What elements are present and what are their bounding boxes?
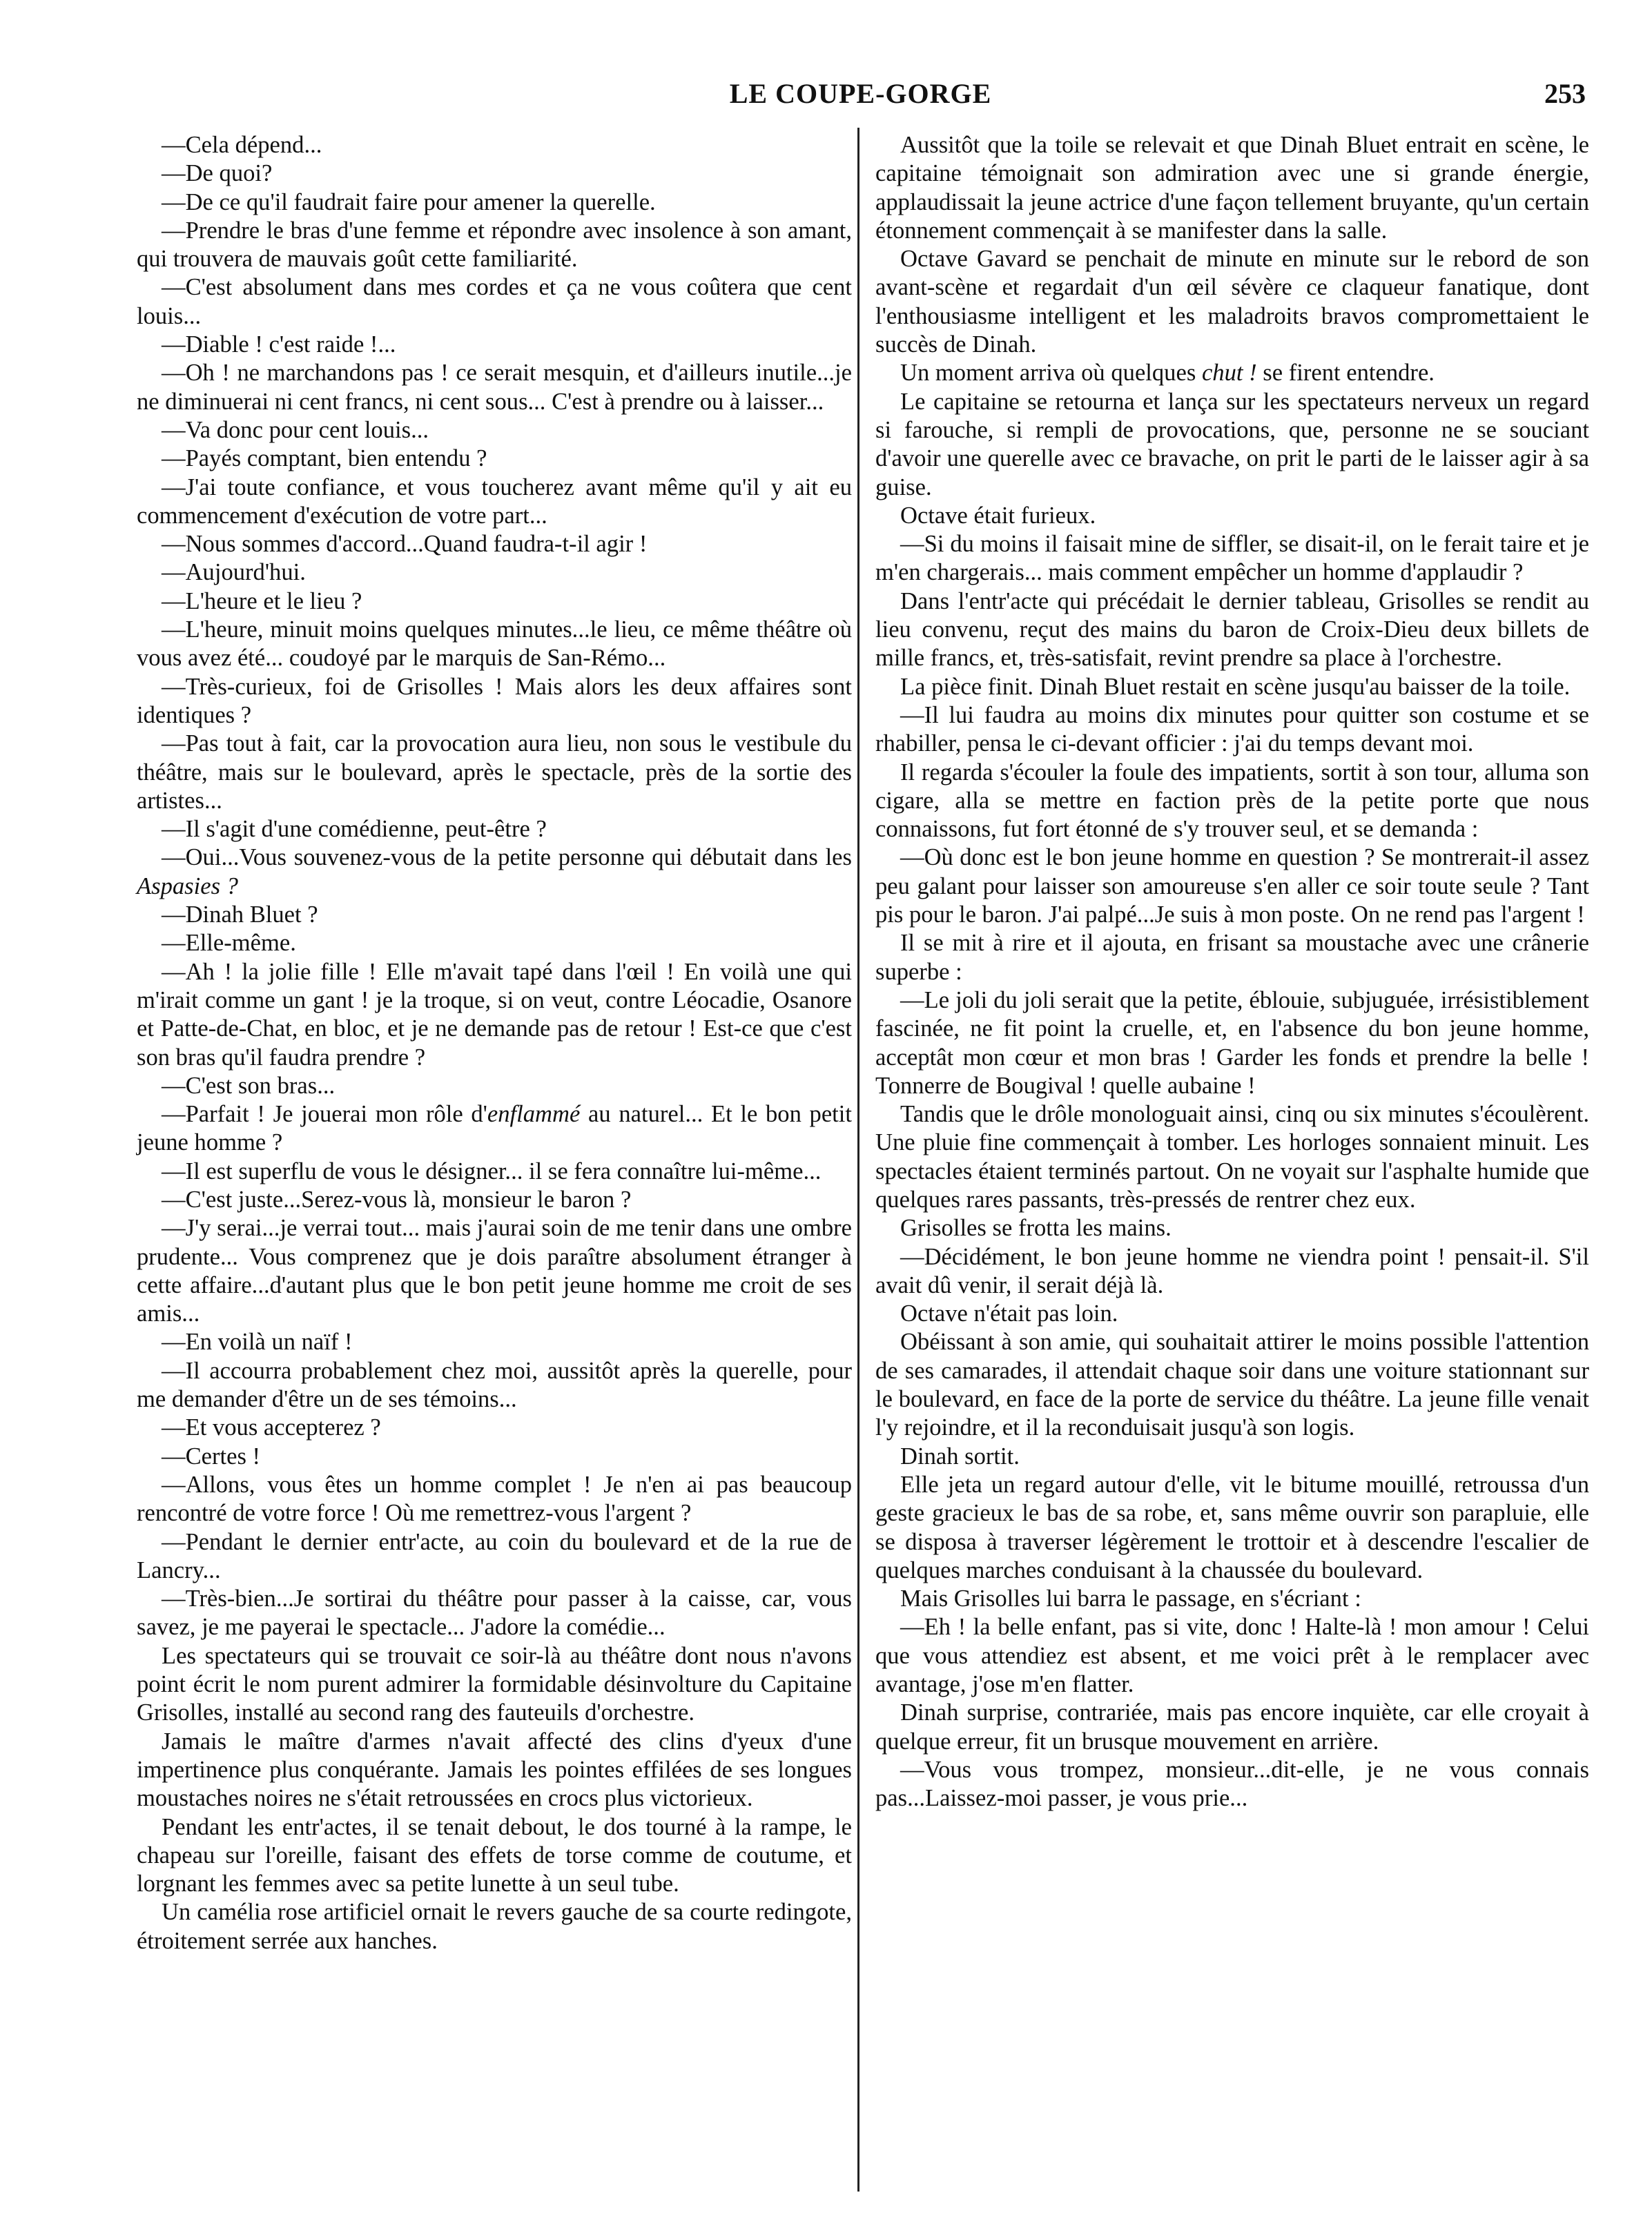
paragraph: —Décidément, le bon jeune homme ne viendra point ! pensait-il. S'il avait dû venir, il serait déjà là. (875, 1243, 1589, 1298)
paragraph: La pièce finit. Dinah Bluet restait en scène jusqu'au baisser de la toile. (900, 673, 1571, 700)
paragraph: —Certes ! (162, 1443, 261, 1470)
paragraph: —Elle-même. (162, 930, 296, 957)
paragraph: —L'heure, minuit moins quelques minutes...le lieu, ce même théâtre où vous avez été... coudoyé par le marquis de San-Rémo... (137, 616, 852, 672)
running-header (135, 77, 1586, 119)
paragraph (137, 1100, 852, 1158)
paragraph: Elle jeta un regard autour d'elle, vit le bitume mouillé, retroussa d'un geste gracieux le bas de sa robe, et, sans même ouvrir son parapluie, elle se disposa à traverser légèrement le trottoir et à descendre l'escalier de quelques marches conduisant à la chaussée du boulevard. (875, 1471, 1589, 1583)
paragraph: —Il est superflu de vous le désigner... il se fera connaître lui-même... (162, 1158, 822, 1184)
paragraph: —C'est absolument dans mes cordes et ça ne vous coûtera que cent louis... (137, 274, 852, 329)
paragraph: Dinah sortit. (900, 1443, 1020, 1470)
paragraph: Le capitaine se retourna et lança sur les spectateurs nerveux un regard si farouche, si rempli de provocations, que, personne ne se souciant d'avoir une querelle avec ce bravache, on prit le parti de le laisser agir à sa guise. (875, 388, 1589, 500)
paragraph: —Vous vous trompez, monsieur...dit-elle, je ne vous connais pas...Laissez-moi passer, je vous prie... (875, 1756, 1589, 1812)
paragraph: —Si du moins il faisait mine de siffler, se disait-il, on le ferait taire et je m'en chargerais... mais comment empêcher un homme d'applaudir ? (875, 531, 1589, 586)
italic-title: Aspasies ? (137, 872, 238, 899)
paragraph-text: Un moment arriva où quelques (900, 360, 1196, 387)
paragraph: —Eh ! la belle enfant, pas si vite, donc ! Halte-là ! mon amour ! Celui que vous attendiez est absent, et me voici prêt à le remplacer avec avantage, j'ose m'en flatter. (875, 1614, 1589, 1698)
paragraph: —Aujourd'hui. (162, 559, 306, 586)
paragraph-text: —Parfait ! Je jouerai mon rôle d' (162, 1101, 487, 1128)
paragraph: Obéissant à son amie, qui souhaitait attirer le moins possible l'attention de ses camarades, il attendait chaque soir dans une voiture stationnant sur le boulevard, en face de la porte de service du théâtre. La jeune fille venait l'y rejoindre, et il la reconduisait jusqu'à son logis. (875, 1329, 1589, 1441)
paragraph: —Le joli du joli serait que la petite, éblouie, subjuguée, irrésistiblement fascinée, ne fit point la cruelle, et, en l'absence du bon jeune homme, acceptât mon cœur et mon bras ! Garder les fonds et prendre la belle ! Tonnerre de Bougival ! quelle aubaine ! (875, 986, 1589, 1099)
paragraph: Un camélia rose artificiel ornait le revers gauche de sa courte redingote, étroitement serrée aux hanches. (137, 1899, 852, 1954)
paragraph: —Payés comptant, bien entendu ? (162, 445, 487, 472)
column-divider (857, 128, 859, 2192)
paragraph: Pendant les entr'actes, il se tenait debout, le dos tourné à la rampe, le chapeau sur l'oreille, faisant des effets de torse comme de coutume, et lorgnant les femmes avec sa petite lunette à un seul tube. (137, 1813, 852, 1897)
paragraph: —Il lui faudra au moins dix minutes pour quitter son costume et se rhabiller, pensa le ci-devant officier : j'ai du temps devant moi. (875, 701, 1589, 757)
paragraph: —J'y serai...je verrai tout... mais j'aurai soin de me tenir dans une ombre prudente... Vous comprenez que je dois paraître absolument étranger à cette affaire...d'autant plus que le bon petit jeune homme me croit de ses amis... (137, 1215, 852, 1327)
paragraph: —Très-bien...Je sortirai du théâtre pour passer à la caisse, car, vous savez, je me payerai le spectacle... J'adore la comédie... (137, 1585, 852, 1641)
paragraph: Grisolles se frotta les mains. (900, 1215, 1172, 1242)
paragraph: Les spectateurs qui se trouvait ce soir-là au théâtre dont nous n'avons point écrit le nom purent admirer la formidable désinvolture du Capitaine Grisolles, installé au second rang des fauteuils d'orchestre. (137, 1642, 852, 1726)
paragraph: Tandis que le drôle monologuait ainsi, cinq ou six minutes s'écoulèrent. Une pluie fine commençait à tomber. Les horloges sonnaient minuit. Les spectacles étaient terminés partout. On ne voyait sur l'asphalte humide que quelques rares passants, très-pressés de rentrer chez eux. (875, 1101, 1589, 1213)
paragraph: Octave était furieux. (900, 502, 1096, 529)
italic-word: enflammé (487, 1101, 581, 1128)
paragraph: Octave Gavard se penchait de minute en minute sur le rebord de son avant-scène et regardait d'un œil sévère ce claqueur fanatique, dont l'enthousiasme intelligent et les maladroits bravos compromettaient le succès de Dinah. (875, 246, 1589, 358)
page-number: 253 (1544, 78, 1586, 109)
paragraph: —En voilà un naïf ! (162, 1329, 353, 1356)
paragraph-text: au naturel... Et le bon petit jeune homme ? (137, 1101, 853, 1156)
paragraph: —L'heure et le lieu ? (162, 587, 362, 614)
paragraph: —Cela dépend... (162, 132, 322, 158)
paragraph: Jamais le maître d'armes n'avait affecté des clins d'yeux d'une impertinence plus conquérante. Jamais les pointes effilées de ses longues moustaches noires ne s'était retroussées en crocs plus victorieux. (137, 1728, 852, 1812)
paragraph: —De quoi? (162, 160, 273, 187)
paragraph: —De ce qu'il faudrait faire pour amener la querelle. (162, 188, 656, 215)
paragraph: —Nous sommes d'accord...Quand faudra-t-il agir ! (162, 531, 648, 558)
italic-word: chut ! (1201, 360, 1257, 387)
paragraph: Il se mit à rire et il ajouta, en frisant sa moustache avec une crânerie superbe : (875, 930, 1589, 985)
paragraph: —Très-curieux, foi de Grisolles ! Mais alors les deux affaires sont identiques ? (137, 673, 852, 728)
paragraph: —Et vous accepterez ? (162, 1414, 381, 1441)
paragraph: —Prendre le bras d'une femme et répondre avec insolence à son amant, qui trouvera de mauvais goût cette familiarité. (137, 217, 852, 273)
paragraph: Dinah surprise, contrariée, mais pas encore inquiète, car elle croyait à quelque erreur, fit un brusque mouvement en arrière. (875, 1699, 1589, 1755)
page-title: LE COUPE-GORGE (729, 78, 992, 109)
paragraph: Aussitôt que la toile se relevait et que Dinah Bluet entrait en scène, le capitaine témoignait son admiration avec une si grande énergie, applaudissait la jeune actrice d'une façon tellement bruyante, qu'un certain étonnement commençait à se manifester dans la salle. (875, 132, 1589, 244)
paragraph: Mais Grisolles lui barra le passage, en s'écriant : (900, 1585, 1361, 1612)
paragraph: —Oh ! ne marchandons pas ! ce serait mesquin, et d'ailleurs inutile...je ne diminuerai ni cent francs, ni cent sous... C'est à prendre ou à laisser... (137, 360, 852, 415)
right-column (875, 131, 1589, 1813)
left-column (137, 131, 852, 1955)
paragraph (875, 359, 1589, 387)
paragraph: —Va donc pour cent louis... (162, 416, 429, 443)
paragraph: —Il s'agit d'une comédienne, peut-être ? (162, 816, 547, 843)
paragraph: —Pas tout à fait, car la provocation aura lieu, non sous le vestibule du théâtre, mais sur le boulevard, après le spectacle, près de la sortie des artistes... (137, 730, 852, 814)
paragraph (137, 843, 852, 901)
paragraph: —Il accourra probablement chez moi, aussitôt après la querelle, pour me demander d'être un de ses témoins... (137, 1357, 852, 1413)
paragraph: Il regarda s'écouler la foule des impatients, sortit à son tour, alluma son cigare, alla se mettre en faction près de la petite porte que nous connaissons, fut fort étonné de s'y trouver seul, et se demanda : (875, 759, 1589, 843)
paragraph: —C'est son bras... (162, 1072, 336, 1099)
paragraph: —Ah ! la jolie fille ! Elle m'avait tapé dans l'œil ! En voilà une qui m'irait comme un gant ! je la troque, si on veut, contre Léocadie, Osanore et Patte-de-Chat, en bloc, et je ne demande pas de retour ! Est-ce que c'est son bras qu'il faudra prendre ? (137, 958, 852, 1071)
paragraph: —Dinah Bluet ? (162, 901, 318, 928)
paragraph: —J'ai toute confiance, et vous toucherez avant même qu'il y ait eu commencement d'exécution de votre part... (137, 474, 852, 529)
paragraph: Dans l'entr'acte qui précédait le dernier tableau, Grisolles se rendit au lieu convenu, reçut des mains du baron de Croix-Dieu deux billets de mille francs, et, très-satisfait, revint prendre sa place à l'orchestre. (875, 587, 1589, 672)
paragraph: —Allons, vous êtes un homme complet ! Je n'en ai pas beaucoup rencontré de votre force ! Où me remettrez-vous l'argent ? (137, 1471, 852, 1527)
paragraph: Octave n'était pas loin. (900, 1300, 1118, 1327)
paragraph-text: se firent entendre. (1256, 360, 1435, 387)
paragraph: —Où donc est le bon jeune homme en question ? Se montrerait-il assez peu galant pour laisser son amoureuse s'en aller ce soir toute seule ? Tant pis pour le baron. J'ai palpé...Je suis à mon poste. On ne rend pas l'argent ! (875, 844, 1589, 928)
paragraph: —Diable ! c'est raide !... (162, 331, 396, 358)
paragraph-text: —Oui...Vous souvenez-vous de la petite personne qui débutait dans les (162, 844, 852, 871)
paragraph: —C'est juste...Serez-vous là, monsieur le baron ? (162, 1186, 632, 1213)
paragraph: —Pendant le dernier entr'acte, au coin du boulevard et de la rue de Lancry... (137, 1528, 852, 1583)
